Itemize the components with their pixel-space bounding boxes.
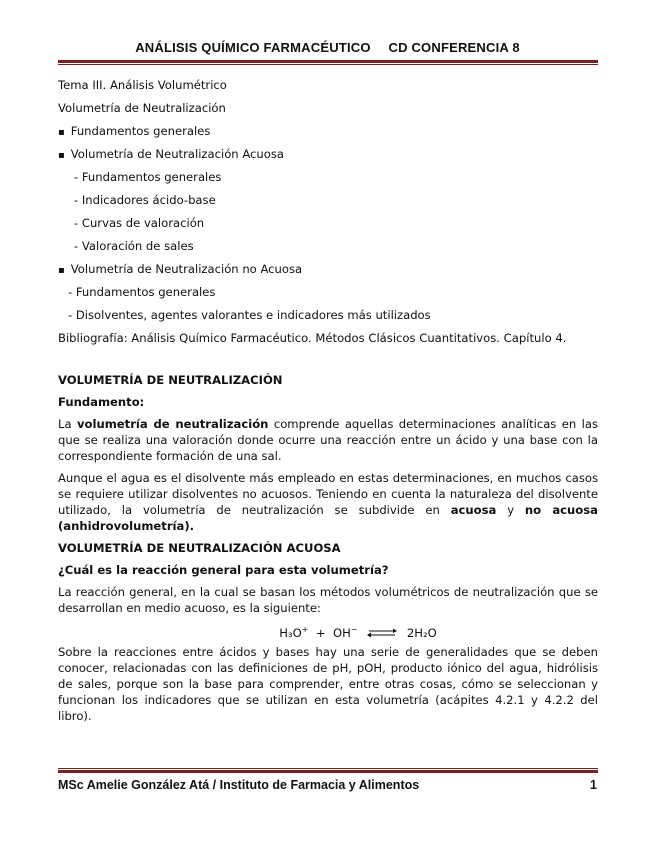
outline-item <box>58 123 598 146</box>
section-line: Volumetría de Neutralización <box>58 101 226 115</box>
section-heading: VOLUMETRÍA DE NEUTRALIZACIÓN ACUOSA <box>58 541 341 555</box>
subheading: Fundamento: <box>58 395 145 409</box>
header-rule-thin <box>58 64 598 65</box>
header-rule <box>58 60 598 63</box>
page-content <box>58 77 598 730</box>
page-number: 1 <box>590 778 597 792</box>
paragraph <box>58 416 598 464</box>
topic-line: Tema III. Análisis Volumétrico <box>58 78 227 92</box>
eq-charge: + <box>301 625 309 634</box>
outline-subitem: - Fundamentos generales <box>68 285 216 299</box>
paragraph: La reacción general, en la cual se basan los métodos volumétricos de neutralización que se desarrollan en medio acuoso, es la siguiente: <box>58 585 598 615</box>
bold-term: acuosa <box>450 503 497 517</box>
outline-subitem: - Disolventes, agentes valorantes e indicadores más utilizados <box>68 308 431 322</box>
outline-subitem: - Indicadores ácido-base <box>74 193 216 207</box>
outline-item-label: Fundamentos generales <box>70 124 211 138</box>
outline-item <box>58 146 598 169</box>
footer-author: MSc Amelie González Atá / Instituto de Farmacia y Alimentos <box>58 778 420 792</box>
outline-subitem: - Valoración de sales <box>74 239 194 253</box>
eq-plus: + <box>315 625 326 640</box>
outline-subitem: - Fundamentos generales <box>74 170 222 184</box>
paragraph <box>58 470 598 534</box>
text-span: La <box>58 417 77 431</box>
text-span: Aunque el agua es el disolvente más empleado en estas determinaciones, en muchos casos se requiere utilizar disolventes no acuosos. Teniendo en cuenta la naturaleza del disolvente utilizado, la volumetría de neutralización se subdivide en <box>58 471 598 517</box>
outline-item <box>58 261 598 284</box>
bold-term: no acuosa (anhidrovolumetría). <box>58 503 598 533</box>
spacer <box>58 353 598 372</box>
eq-product: 2H₂O <box>406 625 437 640</box>
text-span: comprende aquellas determinaciones analíticas en las que se realiza una valoración donde ocurre una reacción entre un ácido y una base con la correspondiente formación de una sal. <box>58 417 598 463</box>
eq-reactant: OH <box>332 625 351 640</box>
outline-item-label: Volumetría de Neutralización Acuosa <box>70 147 285 161</box>
bibliography-line: Bibliografía: Análisis Químico Farmacéutico. Métodos Clásicos Cuantitativos. Capítulo 4. <box>58 331 567 345</box>
header-title: ANÁLISIS QUÍMICO FARMACÉUTICO <box>135 40 371 55</box>
equilibrium-arrow-icon <box>367 628 397 638</box>
bold-term: volumetría de neutralización <box>76 417 269 431</box>
eq-reactant: H₃O <box>279 625 302 640</box>
footer-rule <box>58 770 598 773</box>
paragraph: Sobre la reacciones entre ácidos y bases hay una serie de generalidades que se deben conocer, relacionadas con las definiciones de pH, pOH, producto iónico del agua, hidrólisis de sales, porque son la base para comprender, entre otras cosas, cómo se seleccionan y funcionan los indicadores que se utilizan en esta volumetría (acápites 4.2.1 y 4.2.2 del libro). <box>58 645 598 723</box>
outline-subitem: - Curvas de valoración <box>74 216 205 230</box>
outline-item-label: Volumetría de Neutralización no Acuosa <box>70 262 303 276</box>
reaction-equation <box>58 622 598 644</box>
text-span: y <box>496 503 525 517</box>
header-subtitle: CD CONFERENCIA 8 <box>388 40 520 55</box>
question-heading: ¿Cuál es la reacción general para esta volumetría? <box>58 563 389 577</box>
section-heading: VOLUMETRÍA DE NEUTRALIZACIÓN <box>58 373 283 387</box>
page-header <box>0 40 655 55</box>
eq-charge: − <box>350 625 358 634</box>
footer-rule-thin <box>58 768 598 769</box>
